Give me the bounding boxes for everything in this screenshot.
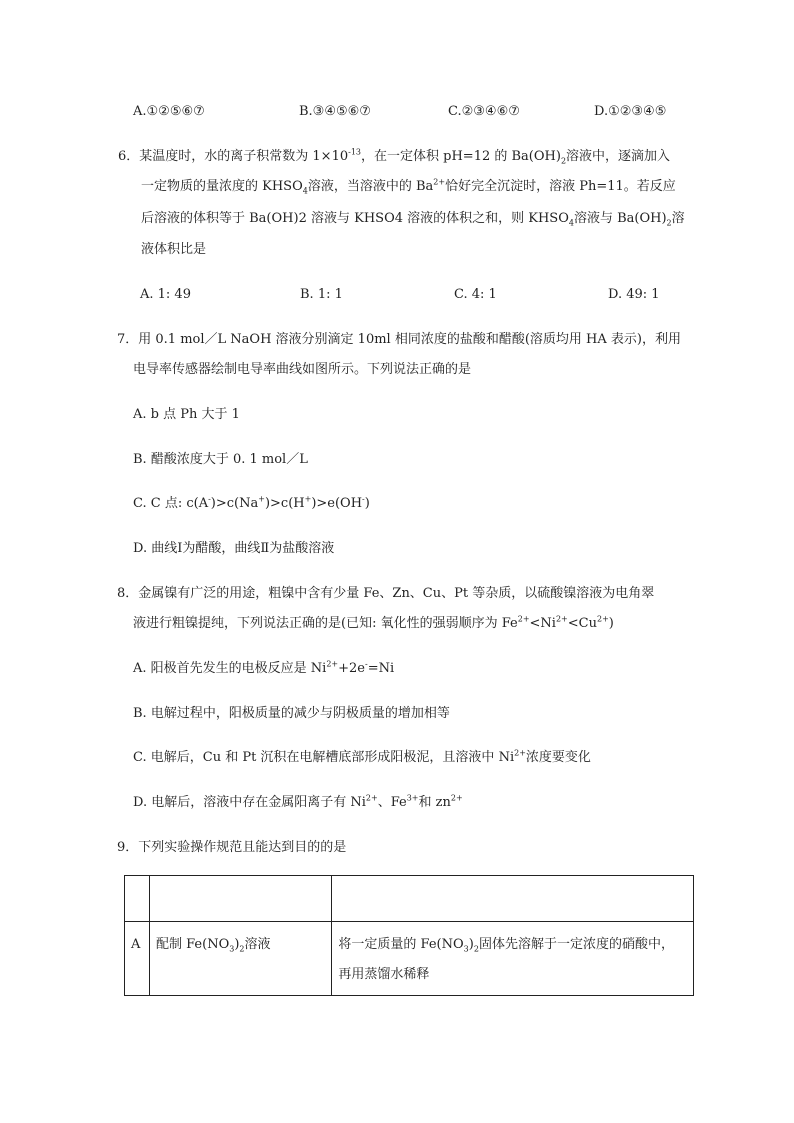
- q7-line-2: 电导率传感器绘制电导率曲线如图所示。下列说法正确的是: [133, 362, 472, 377]
- table-header-cell: [125, 876, 150, 922]
- q6-option-a: A. 1: 49: [140, 287, 191, 302]
- experiment-table: [124, 875, 694, 996]
- q7-option-b: B. 醋酸浓度大于 0. 1 mol／L: [133, 452, 308, 467]
- q6-line-4: 液体积比是: [141, 242, 207, 257]
- table-operation-cell: [332, 922, 694, 996]
- q8-line-2: 液进行粗镍提纯，下列说法正确的是(已知: 氧化性的强弱顺序为 $Fe^{2+}<Ni^{2+}<Cu^{2+}$): [133, 614, 614, 631]
- purpose-text: 配制 $Fe(NO_3)_2$溶液: [155, 937, 271, 954]
- q6-option-c: C. 4: 1: [454, 287, 497, 302]
- row-label: A: [131, 937, 141, 952]
- q7-option-c: C. C 点: c(A-)>c(Na+)>c(H+)>e(OH-): [133, 494, 370, 511]
- q8-line-1: 8．金属镍有广泛的用途，粗镍中含有少量 Fe、Zn、Cu、Pt 等杂质，以硫酸镍溶液为电角翠: [117, 586, 655, 601]
- q6-number: 6．: [118, 149, 140, 164]
- q7-line-1: 7．用 0.1 mol／L NaOH 溶液分别滴定 10ml 相同浓度的盐酸和醋酸(溶质均用 HA 表示)，利用: [117, 332, 681, 347]
- table-row-label-cell: [125, 922, 150, 996]
- q9-title: 9．下列实验操作规范且能达到目的的是: [117, 840, 347, 855]
- q5-options-row: [0, 102, 794, 122]
- q8-option-d: D. 电解后，溶液中存在金属阳离子有 $Ni^{2+}$、$Fe^{3+}$和 $zn^{2+}$: [133, 793, 463, 810]
- q5-option-a: A.①②⑤⑥⑦: [133, 104, 205, 119]
- q8-option-b: B. 电解过程中，阳极质量的减少与阴极质量的增加相等: [133, 706, 450, 721]
- q5-option-b: B.③④⑤⑥⑦: [299, 104, 371, 119]
- table-purpose-cell: [149, 922, 331, 996]
- table-row: [125, 922, 694, 996]
- q5-option-d: D.①②③④⑤: [594, 104, 667, 119]
- q6-line-3: 后溶液的体积等于 Ba(OH)2 溶液与 KHSO4 溶液的体积之和，则 $KHSO_4$溶液与 $Ba(OH)_2$溶: [141, 211, 685, 228]
- table-header-row: [125, 876, 694, 922]
- table-header-cell: [332, 876, 694, 922]
- q5-option-c: C.②③④⑥⑦: [448, 104, 520, 119]
- q6-option-d: D. 49: 1: [608, 287, 660, 302]
- q8-option-c: C. 电解后，Cu 和 Pt 沉积在电解槽底部形成阳极泥，且溶液中 $Ni^{2+}$浓度要变化: [133, 748, 591, 765]
- q6-options-row: [0, 285, 794, 305]
- operation-text: 将一定质量的 $Fe(NO_3)_2$固体先溶解于一定浓度的硝酸中， 再用蒸馏水稀释: [338, 937, 674, 982]
- q6-line-1: 6．某温度时，水的离子积常数为 $1\times 10^{-13}$，在一定体积 pH=12 的 $Ba(OH)_2$溶液中，逐滴加入: [118, 147, 671, 166]
- q8-option-a: A. 阳极首先发生的电极反应是 $Ni^{2+}+2e^-=Ni$: [133, 659, 395, 676]
- q7-option-a: A. b 点 Ph 大于 1: [133, 407, 240, 422]
- table-header-cell: [149, 876, 331, 922]
- q6-line-2: 一定物质的量浓度的 $KHSO_4$溶液，当溶液中的 $Ba^{2+}$恰好完全沉淀时，溶液 Ph=11。若反应: [141, 177, 676, 196]
- q7-option-d: D. 曲线Ⅰ为醋酸，曲线Ⅱ为盐酸溶液: [133, 541, 335, 556]
- q6-option-b: B. 1: 1: [300, 287, 343, 302]
